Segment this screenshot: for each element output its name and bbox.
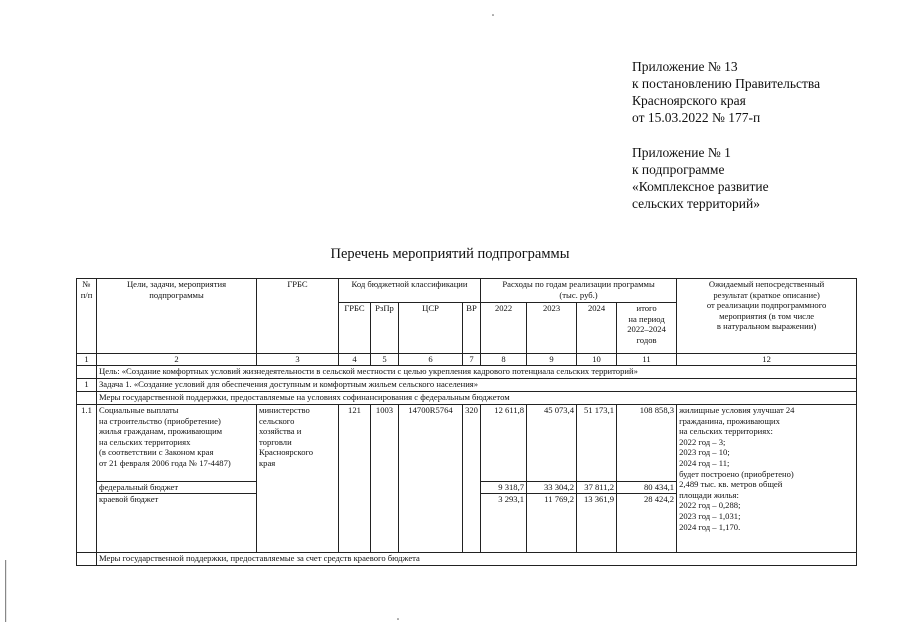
item-rzpr: 1003 <box>371 405 399 553</box>
column-number: 10 <box>577 354 617 366</box>
scan-edge-mark <box>5 560 6 622</box>
scan-speck <box>397 618 399 620</box>
column-number: 8 <box>481 354 527 366</box>
regional-2023: 11 769,2 <box>527 494 577 553</box>
item-row <box>77 405 857 482</box>
annex-13-line: от 15.03.2022 № 177-п <box>632 110 761 125</box>
column-number: 7 <box>463 354 481 366</box>
annex-13-line: Приложение № 13 <box>632 59 738 74</box>
item-2023: 45 073,4 <box>527 405 577 482</box>
subheader-vr: ВР <box>463 303 481 354</box>
item-csr: 14700R5764 <box>399 405 463 553</box>
item-grbs: 121 <box>339 405 371 553</box>
subheader-rzpr: РзПр <box>371 303 399 354</box>
measures-row-num <box>77 553 97 566</box>
item-2024: 51 173,1 <box>577 405 617 482</box>
table-header-row <box>77 279 857 303</box>
federal-2024: 37 811,2 <box>577 482 617 494</box>
annex-13-line: к постановлению Правительства <box>632 76 821 91</box>
column-number: 3 <box>257 354 339 366</box>
federal-budget-label: федеральный бюджет <box>97 482 257 494</box>
column-number: 4 <box>339 354 371 366</box>
goal-row <box>77 366 857 379</box>
item-2022: 12 611,8 <box>481 405 527 482</box>
regional-budget-label: краевой бюджет <box>97 494 257 553</box>
task-text: Задача 1. «Создание условий для обеспечения доступным и комфортным жильем сельского населения» <box>97 379 857 392</box>
goal-text: Цель: «Создание комфортных условий жизнедеятельности в сельской местности с целью укрепления кадрового потенциала сельских территорий» <box>97 366 857 379</box>
column-number: 11 <box>617 354 677 366</box>
task-num: 1 <box>77 379 97 392</box>
header-budget-code: Код бюджетной классификации <box>339 279 481 303</box>
annex-13-line: Красноярского края <box>632 93 746 108</box>
header-expenses: Расходы по годам реализации программы (тыс. руб.) <box>481 279 677 303</box>
subheader-grbs: ГРБС <box>339 303 371 354</box>
subheader-total: итого на период 2022–2024 годов <box>617 303 677 354</box>
measures-row-num <box>77 392 97 405</box>
column-number: 2 <box>97 354 257 366</box>
federal-total: 80 434,1 <box>617 482 677 494</box>
annex-1-header <box>632 144 769 212</box>
item-vr: 320 <box>463 405 481 553</box>
annex-1-line: сельских территорий» <box>632 196 760 211</box>
item-name: Социальные выплаты на строительство (приобретение) жилья гражданам, проживающим на сельских территориях (в соответствии с Законом края от 21 февраля 2006 года № 17-4487) <box>97 405 257 482</box>
header-result: Ожидаемый непосредственный результат (краткое описание) от реализации подпрограммного мероприятия (в том числе в натуральном выражении) <box>677 279 857 354</box>
item-grbs-name: министерство сельского хозяйства и торговли Красноярского края <box>257 405 339 553</box>
goal-row-num <box>77 366 97 379</box>
subheader-2023: 2023 <box>527 303 577 354</box>
annex-1-line: Приложение № 1 <box>632 145 731 160</box>
column-number: 6 <box>399 354 463 366</box>
regional-2024: 13 361,9 <box>577 494 617 553</box>
subheader-2024: 2024 <box>577 303 617 354</box>
header-goals: Цели, задачи, мероприятия подпрограммы <box>97 279 257 354</box>
measures-text-regional: Меры государственной поддержки, предоставляемые за счет средств краевого бюджета <box>97 553 857 566</box>
regional-total: 28 424,2 <box>617 494 677 553</box>
column-number: 12 <box>677 354 857 366</box>
column-number: 5 <box>371 354 399 366</box>
header-num: № п/п <box>77 279 97 354</box>
measures-row <box>77 553 857 566</box>
federal-2022: 9 318,7 <box>481 482 527 494</box>
subheader-2022: 2022 <box>481 303 527 354</box>
annex-1-line: к подпрограмме <box>632 162 725 177</box>
annex-13-header <box>632 58 820 126</box>
column-number: 1 <box>77 354 97 366</box>
regional-2022: 3 293,1 <box>481 494 527 553</box>
document-title: Перечень мероприятий подпрограммы <box>330 246 570 262</box>
item-total: 108 858,3 <box>617 405 677 482</box>
measures-row <box>77 392 857 405</box>
item-num: 1.1 <box>77 405 97 553</box>
item-expected-result: жилищные условия улучшат 24 гражданина, проживающих на сельских территориях: 2022 год – 3; 2023 год – 10; 2024 год – 11; будет построено (приобретено) 2,489 тыс. кв. метров общей площади жилья: 2022 год – 0,288; 2023 год – 1,031; 2024 год – 1,170. <box>677 405 857 553</box>
measures-table <box>76 278 857 566</box>
annex-1-line: «Комплексное развитие <box>632 179 769 194</box>
task-row <box>77 379 857 392</box>
scan-speck <box>492 14 494 16</box>
federal-2023: 33 304,2 <box>527 482 577 494</box>
column-number-row <box>77 354 857 366</box>
header-grbs: ГРБС <box>257 279 339 354</box>
column-number: 9 <box>527 354 577 366</box>
measures-text-federal: Меры государственной поддержки, предоставляемые на условиях софинансирования с федеральным бюджетом <box>97 392 857 405</box>
subheader-csr: ЦСР <box>399 303 463 354</box>
